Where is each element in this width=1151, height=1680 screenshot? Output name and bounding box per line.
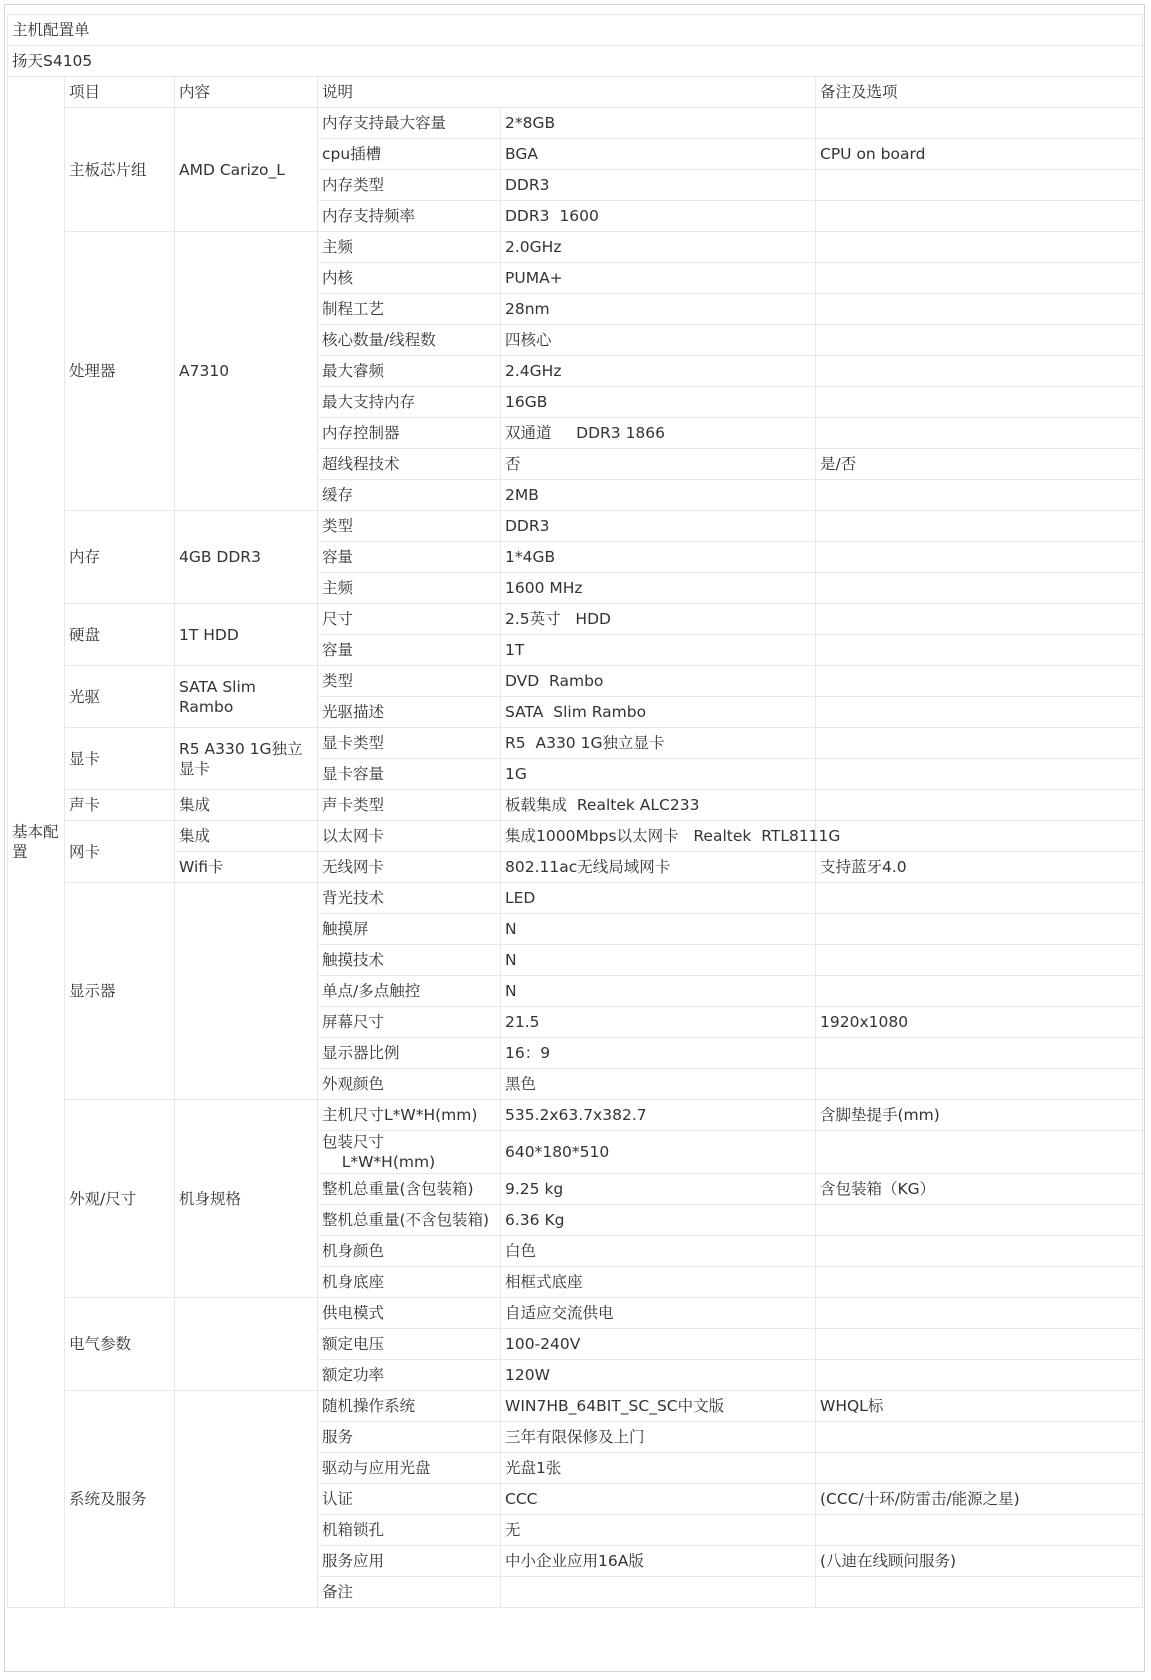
spec-name: 服务: [318, 1422, 501, 1453]
spec-value: 1G: [501, 759, 816, 790]
table-row: [8, 728, 1143, 759]
spec-note: [816, 790, 1143, 821]
spec-value: 集成1000Mbps以太网卡 Realtek RTL8111G: [501, 821, 816, 852]
spec-note: [816, 1515, 1143, 1546]
spec-value: WIN7HB_64BIT_SC_SC中文版: [501, 1391, 816, 1422]
spec-note: [816, 1267, 1143, 1298]
spec-note: [816, 232, 1143, 263]
spec-note: [816, 201, 1143, 232]
row-content: Wifi卡: [175, 852, 318, 883]
table-row: [8, 1100, 1143, 1131]
spec-value: 2MB: [501, 480, 816, 511]
spec-name: 机箱锁孔: [318, 1515, 501, 1546]
spec-name: 认证: [318, 1484, 501, 1515]
spec-name: 整机总重量(不含包装箱): [318, 1205, 501, 1236]
spec-value: DDR3: [501, 511, 816, 542]
group-content: 集成: [175, 790, 318, 821]
spec-value: 自适应交流供电: [501, 1298, 816, 1329]
spec-name: 主频: [318, 232, 501, 263]
spec-name: 额定电压: [318, 1329, 501, 1360]
group-item: 电气参数: [65, 1298, 175, 1391]
spec-value: 四核心: [501, 325, 816, 356]
spec-name: 触摸屏: [318, 914, 501, 945]
spec-name: 容量: [318, 635, 501, 666]
group-item: 光驱: [65, 666, 175, 728]
spec-name: cpu插槽: [318, 139, 501, 170]
spec-name: 以太网卡: [318, 821, 501, 852]
group-item: 显卡: [65, 728, 175, 790]
spec-name: 尺寸: [318, 604, 501, 635]
spec-name: 外观颜色: [318, 1069, 501, 1100]
group-content: SATA Slim Rambo: [175, 666, 318, 728]
spec-note: [816, 1329, 1143, 1360]
spec-name: 包装尺寸 L*W*H(mm): [318, 1131, 501, 1174]
group-content: AMD Carizo_L: [175, 108, 318, 232]
spec-value: SATA Slim Rambo: [501, 697, 816, 728]
spec-value: N: [501, 976, 816, 1007]
group-content: 1T HDD: [175, 604, 318, 666]
spec-name: 显卡容量: [318, 759, 501, 790]
spec-name: 机身底座: [318, 1267, 501, 1298]
group-content: 机身规格: [175, 1100, 318, 1298]
spec-value: 相框式底座: [501, 1267, 816, 1298]
spec-note: [816, 697, 1143, 728]
spec-note: [816, 542, 1143, 573]
spec-value: 2*8GB: [501, 108, 816, 139]
table-row: [8, 883, 1143, 914]
group-content: R5 A330 1G独立显卡: [175, 728, 318, 790]
spec-name: 屏幕尺寸: [318, 1007, 501, 1038]
spec-note: WHQL标: [816, 1391, 1143, 1422]
spec-value: 黑色: [501, 1069, 816, 1100]
spec-name: 额定功率: [318, 1360, 501, 1391]
spec-name: 内核: [318, 263, 501, 294]
spec-value: 21.5: [501, 1007, 816, 1038]
spec-value: 2.5英寸 HDD: [501, 604, 816, 635]
spec-note: 是/否: [816, 449, 1143, 480]
spec-name: 类型: [318, 666, 501, 697]
model-name: 扬天S4105: [8, 46, 1143, 77]
spec-name: 显示器比例: [318, 1038, 501, 1069]
spec-note: [816, 294, 1143, 325]
spec-value: PUMA+: [501, 263, 816, 294]
spec-name: 最大支持内存: [318, 387, 501, 418]
spec-value: LED: [501, 883, 816, 914]
table-row: [8, 852, 1143, 883]
spec-value: 无: [501, 1515, 816, 1546]
model-row: [8, 46, 1143, 77]
config-table: [7, 14, 1143, 1608]
spec-value: 16GB: [501, 387, 816, 418]
spec-note: 1920x1080: [816, 1007, 1143, 1038]
group-item: 处理器: [65, 232, 175, 511]
header-content: 内容: [175, 77, 318, 108]
spec-value: 6.36 Kg: [501, 1205, 816, 1236]
spec-value: N: [501, 945, 816, 976]
spec-note: [816, 759, 1143, 790]
spec-name: 机身颜色: [318, 1236, 501, 1267]
spec-value: 中小企业应用16A版: [501, 1546, 816, 1577]
spec-value: 双通道 DDR3 1866: [501, 418, 816, 449]
spec-name: 服务应用: [318, 1546, 501, 1577]
spec-name: 声卡类型: [318, 790, 501, 821]
spec-name: 驱动与应用光盘: [318, 1453, 501, 1484]
group-item: 硬盘: [65, 604, 175, 666]
group-item: 声卡: [65, 790, 175, 821]
spec-note: [816, 418, 1143, 449]
table-row: [8, 666, 1143, 697]
spec-name: 显卡类型: [318, 728, 501, 759]
spec-note: [816, 914, 1143, 945]
spec-value: 三年有限保修及上门: [501, 1422, 816, 1453]
group-item: 系统及服务: [65, 1391, 175, 1608]
spec-value: 否: [501, 449, 816, 480]
spec-note: [816, 108, 1143, 139]
spec-note: CPU on board: [816, 139, 1143, 170]
spec-note: [816, 1038, 1143, 1069]
header-item: 项目: [65, 77, 175, 108]
spec-name: 制程工艺: [318, 294, 501, 325]
spec-name: 背光技术: [318, 883, 501, 914]
spec-name: 内存支持最大容量: [318, 108, 501, 139]
spec-name: 光驱描述: [318, 697, 501, 728]
spec-note: [816, 170, 1143, 201]
spec-note: [816, 728, 1143, 759]
section-label: 基本配置: [8, 77, 65, 1608]
spec-note: (八迪在线顾问服务): [816, 1546, 1143, 1577]
spec-value: 802.11ac无线局域网卡: [501, 852, 816, 883]
group-content: 4GB DDR3: [175, 511, 318, 604]
spec-note: [816, 1298, 1143, 1329]
group-content: [175, 1298, 318, 1391]
spec-value: 640*180*510: [501, 1131, 816, 1174]
spec-name: 整机总重量(含包装箱): [318, 1174, 501, 1205]
table-row: [8, 511, 1143, 542]
table-title: 主机配置单: [8, 15, 1143, 46]
spec-note: [816, 945, 1143, 976]
spec-value: 2.4GHz: [501, 356, 816, 387]
spec-value: N: [501, 914, 816, 945]
group-item: 主板芯片组: [65, 108, 175, 232]
spec-name: 单点/多点触控: [318, 976, 501, 1007]
spec-note: [816, 511, 1143, 542]
spec-name: 随机操作系统: [318, 1391, 501, 1422]
spec-value: 1T: [501, 635, 816, 666]
spec-name: 超线程技术: [318, 449, 501, 480]
spec-name: 主频: [318, 573, 501, 604]
header-desc: 说明: [318, 77, 816, 108]
header-note: 备注及选项: [816, 77, 1143, 108]
spec-value: DDR3 1600: [501, 201, 816, 232]
spec-value: 白色: [501, 1236, 816, 1267]
spec-note: [816, 480, 1143, 511]
spec-note: [816, 883, 1143, 914]
spec-name: 容量: [318, 542, 501, 573]
spec-value: 535.2x63.7x382.7: [501, 1100, 816, 1131]
table-row: [8, 790, 1143, 821]
spec-note: [816, 976, 1143, 1007]
table-row: [8, 108, 1143, 139]
spec-note: [816, 573, 1143, 604]
spec-note: [816, 635, 1143, 666]
spec-name: 主机尺寸L*W*H(mm): [318, 1100, 501, 1131]
spec-name: 最大睿频: [318, 356, 501, 387]
table-row: [8, 1391, 1143, 1422]
group-content: [175, 1391, 318, 1608]
spec-note: [816, 1069, 1143, 1100]
title-row: [8, 15, 1143, 46]
spec-name: 核心数量/线程数: [318, 325, 501, 356]
spec-note: (CCC/十环/防雷击/能源之星): [816, 1484, 1143, 1515]
spec-note: 支持蓝牙4.0: [816, 852, 1143, 883]
table-row: [8, 604, 1143, 635]
spec-value: 120W: [501, 1360, 816, 1391]
group-item: 网卡: [65, 821, 175, 883]
spec-name: 内存控制器: [318, 418, 501, 449]
spec-value: 光盘1张: [501, 1453, 816, 1484]
spec-name: 无线网卡: [318, 852, 501, 883]
table-row: [8, 821, 1143, 852]
spec-value: DVD Rambo: [501, 666, 816, 697]
spec-note: [816, 1205, 1143, 1236]
spec-note: [816, 1422, 1143, 1453]
spec-value: 16：9: [501, 1038, 816, 1069]
group-content: [175, 883, 318, 1100]
spec-value: 板载集成 Realtek ALC233: [501, 790, 816, 821]
spec-note: [816, 263, 1143, 294]
spec-value: 2.0GHz: [501, 232, 816, 263]
spec-name: 内存类型: [318, 170, 501, 201]
spec-note: [816, 604, 1143, 635]
spec-name: 内存支持频率: [318, 201, 501, 232]
spec-note: 含脚垫提手(mm): [816, 1100, 1143, 1131]
spec-name: 类型: [318, 511, 501, 542]
spec-note: [816, 387, 1143, 418]
spec-note: [816, 1131, 1143, 1174]
spec-value: BGA: [501, 139, 816, 170]
spec-note: 含包装箱（KG）: [816, 1174, 1143, 1205]
header-row: [8, 77, 1143, 108]
spec-value: DDR3: [501, 170, 816, 201]
spec-value: 100-240V: [501, 1329, 816, 1360]
group-item: 内存: [65, 511, 175, 604]
spec-note: [816, 1577, 1143, 1608]
spec-note: [816, 821, 1143, 852]
spec-note: [816, 1453, 1143, 1484]
spec-value: [501, 1577, 816, 1608]
group-item: 显示器: [65, 883, 175, 1100]
group-content: A7310: [175, 232, 318, 511]
spec-name: 供电模式: [318, 1298, 501, 1329]
group-item: 外观/尺寸: [65, 1100, 175, 1298]
spec-name: 缓存: [318, 480, 501, 511]
spec-value: 1600 MHz: [501, 573, 816, 604]
table-row: [8, 1298, 1143, 1329]
row-content: 集成: [175, 821, 318, 852]
spec-name: 备注: [318, 1577, 501, 1608]
spec-name: 触摸技术: [318, 945, 501, 976]
table-row: [8, 232, 1143, 263]
spec-value: 28nm: [501, 294, 816, 325]
spec-note: [816, 1360, 1143, 1391]
spec-note: [816, 666, 1143, 697]
spec-note: [816, 325, 1143, 356]
spec-note: [816, 1236, 1143, 1267]
spec-value: 9.25 kg: [501, 1174, 816, 1205]
spec-note: [816, 356, 1143, 387]
spec-value: 1*4GB: [501, 542, 816, 573]
spec-value: R5 A330 1G独立显卡: [501, 728, 816, 759]
spec-value: CCC: [501, 1484, 816, 1515]
